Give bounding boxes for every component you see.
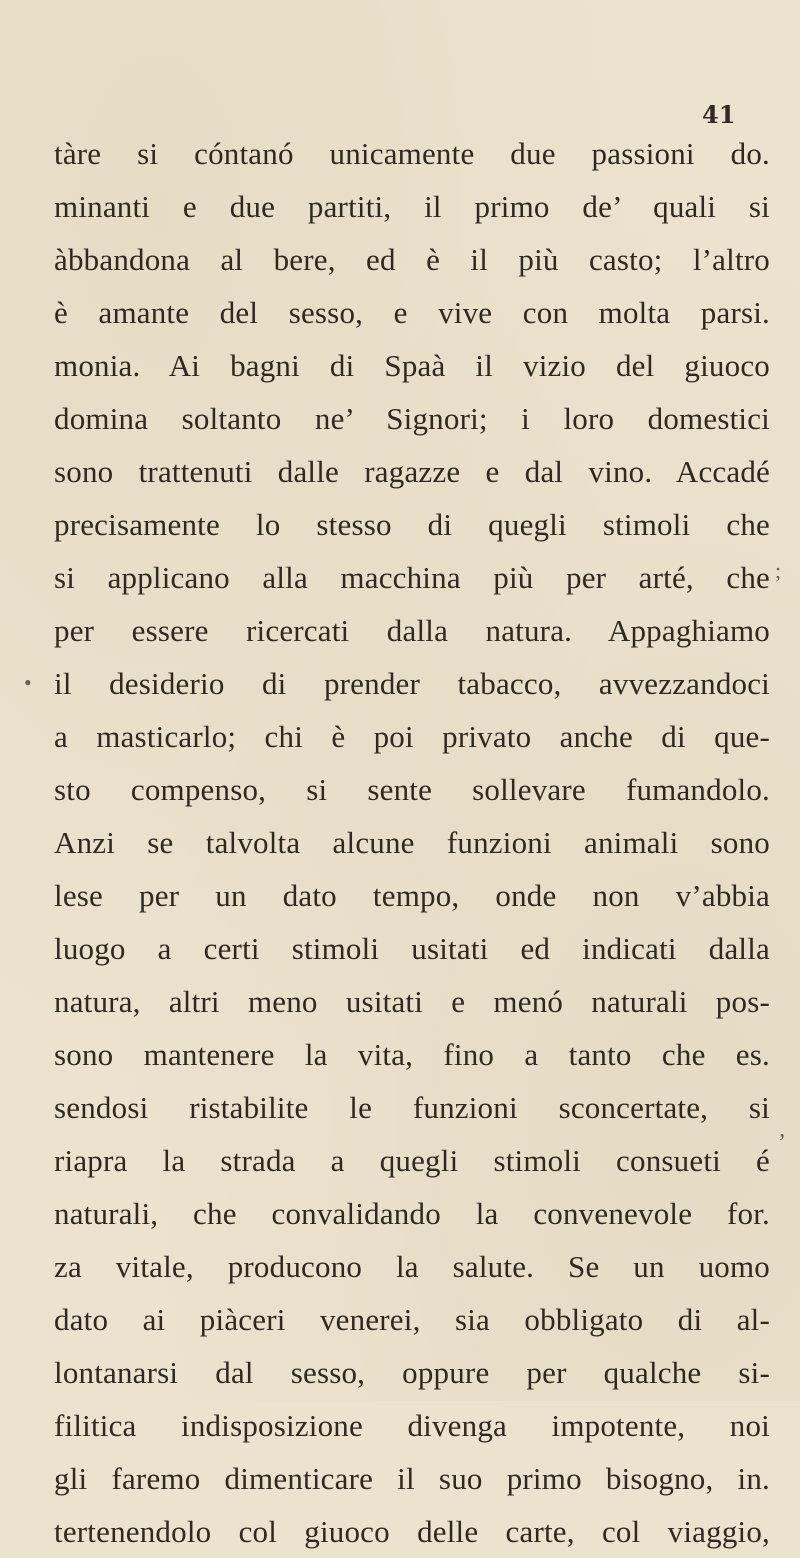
margin-mark: ’	[778, 1130, 786, 1156]
text-line: è amante del sesso, e vive con molta parsi.	[54, 295, 770, 330]
text-line: il desiderio di prender tabacco, avvezzandoci	[54, 666, 770, 701]
text-line: tertenendolo col giuoco delle carte, col viaggio,	[54, 1514, 770, 1549]
text-line: luogo a certi stimoli usitati ed indicati dalla	[54, 931, 770, 966]
text-line: tàre si cóntanó unicamente due passioni do.	[54, 136, 770, 171]
text-line: natura, altri meno usitati e menó naturali pos-	[54, 984, 770, 1019]
text-line: sono mantenere la vita, fino a tanto che es.	[54, 1037, 770, 1072]
text-line: lontanarsi dal sesso, oppure per qualche si-	[54, 1355, 770, 1390]
text-line: naturali, che convalidando la convenevole for.	[54, 1196, 770, 1231]
text-line: sto compenso, si sente sollevare fumandolo.	[54, 772, 770, 807]
text-line: minanti e due partiti, il primo de’ quali si	[54, 189, 770, 224]
text-line: lese per un dato tempo, onde non v’abbia	[54, 878, 770, 913]
text-line: monia. Ai bagni di Spaà il vizio del giuoco	[54, 348, 770, 383]
text-line: gli faremo dimenticare il suo primo bisogno, in.	[54, 1461, 770, 1496]
text-line: Anzi se talvolta alcune funzioni animali sono	[54, 825, 770, 860]
text-line: za vitale, producono la salute. Se un uomo	[54, 1249, 770, 1284]
text-line: per essere ricercati dalla natura. Appaghiamo	[54, 613, 770, 648]
text-line: domina soltanto ne’ Signori; i loro domestici	[54, 401, 770, 436]
text-line: filitica indisposizione divenga impotente, noi	[54, 1408, 770, 1443]
text-line: si applicano alla macchina più per arté, che	[54, 560, 770, 595]
text-line: precisamente lo stesso di quegli stimoli che	[54, 507, 770, 542]
page-number: 41	[702, 100, 736, 129]
margin-mark: •	[24, 670, 32, 695]
text-line: sendosi ristabilite le funzioni sconcertate, si	[54, 1090, 770, 1125]
body-text	[54, 127, 770, 1558]
text-line: riapra la strada a quegli stimoli consueti é	[54, 1143, 770, 1178]
margin-mark: ;	[775, 558, 782, 583]
text-line: sono trattenuti dalle ragazze e dal vino. Accadé	[54, 454, 770, 489]
text-line: a masticarlo; chi è poi privato anche di que-	[54, 719, 770, 754]
text-line: àbbandona al bere, ed è il più casto; l’altro	[54, 242, 770, 277]
text-line: dato ai piàceri venerei, sia obbligato di al-	[54, 1302, 770, 1337]
